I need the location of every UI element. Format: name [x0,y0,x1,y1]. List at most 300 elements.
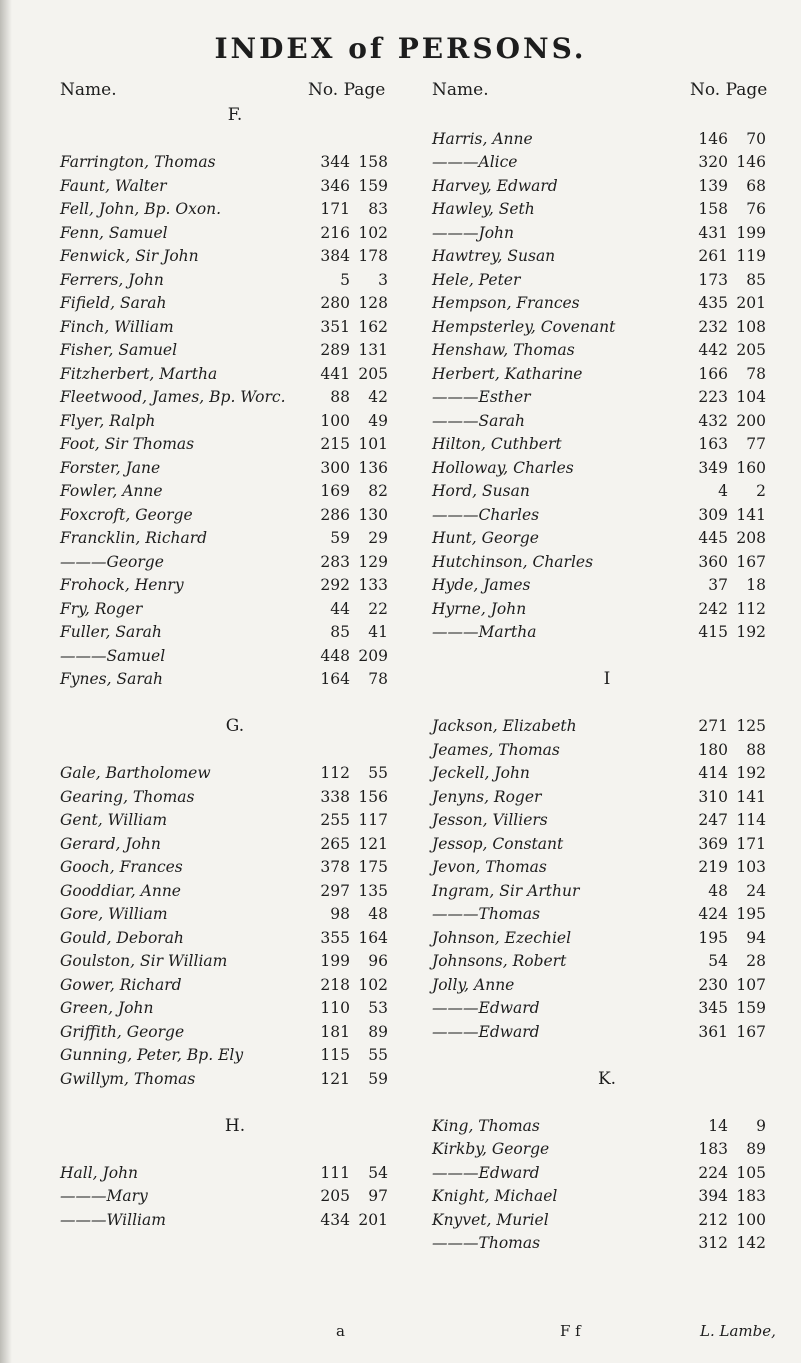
index-entry [432,410,782,434]
entry-number: 344 [320,153,350,171]
index-entry [432,833,782,857]
index-entry [432,1185,782,1209]
entry-name: ———William [60,1210,166,1229]
entry-number: 271 [698,717,728,735]
entry-name: ———Sarah [432,411,525,430]
spacer [60,128,410,152]
entry-number: 378 [320,858,350,876]
entry-page: 195 [736,905,766,923]
index-entry [60,386,410,410]
index-entry [60,433,410,457]
entry-name: Foxcroft, George [60,505,193,524]
section-letter-text: I [603,669,611,689]
entry-name: Jeames, Thomas [432,740,560,759]
entry-number: 448 [320,646,350,665]
entry-name: Jesson, Villiers [432,811,548,829]
entry-name: Kirkby, George [432,1140,550,1158]
index-entry [432,997,782,1021]
entry-page: 55 [368,1046,388,1064]
index-entry [60,504,410,528]
entry-page: 209 [358,646,388,665]
entry-page: 205 [736,341,766,359]
entry-page: 112 [736,599,766,618]
index-entry [432,1162,782,1186]
entry-page: 167 [736,1022,766,1041]
index-entry [432,1021,782,1045]
entry-name: Gooch, Frances [60,858,183,876]
index-entry [60,950,410,974]
entry-page: 76 [746,200,766,218]
index-entry [432,598,782,622]
entry-page: 70 [746,129,766,148]
entry-name: ———Martha [432,623,537,641]
entry-page: 78 [746,364,766,383]
index-entry [60,833,410,857]
index-entry [432,128,782,152]
entry-name: Knight, Michael [432,1187,558,1205]
entry-page: 205 [358,364,388,383]
entry-page: 119 [736,247,766,265]
index-entry [60,668,410,692]
entry-name: Henshaw, Thomas [432,341,575,359]
entry-page: 53 [368,999,388,1017]
entry-page: 83 [368,200,388,218]
entry-number: 289 [320,341,350,359]
index-entry [432,504,782,528]
entry-name: Ferrers, John [60,270,164,289]
entry-name: Finch, William [60,317,174,336]
spacer [60,739,410,763]
entry-page: 141 [736,787,766,806]
section-letter-text: G. [225,716,245,736]
entry-number: 338 [320,787,350,806]
entry-number: 5 [340,270,350,289]
index-entry [432,903,782,927]
entry-name: Gower, Richard [60,975,182,994]
entry-page: 18 [746,576,766,594]
index-entry [60,997,410,1021]
index-entry [432,363,782,387]
index-entry [432,786,782,810]
entry-number: 292 [320,576,350,594]
entry-page: 159 [736,999,766,1017]
entry-page: 55 [368,764,388,782]
index-entry [432,527,782,551]
index-entry [432,762,782,786]
right-name-header: Name. [432,80,489,100]
entry-name: Hunt, George [432,529,539,547]
entry-name: Hyde, James [432,576,531,594]
entry-page: 178 [358,247,388,265]
index-entry [60,880,410,904]
entry-number: 181 [320,1022,350,1041]
entry-number: 164 [320,670,350,688]
entry-name: ———Thomas [432,905,541,923]
entry-number: 349 [698,458,728,477]
entry-page: 167 [736,552,766,571]
entry-name: Hempsterley, Covenant [432,317,616,336]
entry-name: Gore, William [60,905,168,923]
entry-name: Gent, William [60,811,168,829]
section-letter [60,715,410,739]
entry-page: 97 [368,1187,388,1205]
entry-number: 110 [320,999,350,1017]
entry-number: 351 [320,317,350,336]
section-letter [432,1068,782,1092]
section-letter [60,104,410,128]
index-entry [432,245,782,269]
entry-page: 59 [368,1069,388,1088]
index-entry [60,292,410,316]
entry-page: 49 [368,411,388,430]
index-entry [432,856,782,880]
entry-page: 114 [736,811,766,829]
spacer [60,1091,410,1115]
entry-number: 115 [320,1046,350,1064]
entry-page: 142 [736,1234,766,1252]
left-index-column [60,104,410,1232]
entry-name: Hord, Susan [432,482,530,500]
entry-number: 345 [698,999,728,1017]
spacer [432,692,782,716]
entry-page: 101 [358,435,388,453]
entry-name: Hilton, Cuthbert [432,435,562,453]
index-entry [432,809,782,833]
index-entry [432,974,782,998]
entry-page: 54 [368,1163,388,1182]
entry-name: Jackson, Elizabeth [432,717,577,735]
index-entry [432,151,782,175]
index-entry [432,175,782,199]
entry-name: Fenn, Samuel [60,223,168,242]
right-nopage-header: No. Page [690,80,768,100]
entry-number: 195 [698,928,728,947]
entry-name: Fynes, Sarah [60,670,163,688]
entry-number: 158 [698,200,728,218]
entry-number: 445 [698,529,728,547]
entry-page: 9 [756,1116,766,1135]
entry-name: Hempson, Frances [432,294,580,312]
entry-name: Jevon, Thomas [432,858,547,876]
index-entry [432,621,782,645]
entry-number: 394 [698,1187,728,1205]
entry-page: 175 [358,858,388,876]
index-entry [432,433,782,457]
entry-name: King, Thomas [432,1116,540,1135]
entry-name: Fleetwood, James, Bp. Worc. [60,388,286,406]
entry-number: 139 [698,176,728,195]
entry-page: 29 [368,529,388,547]
page-binding-edge [0,0,12,1363]
entry-name: Fisher, Samuel [60,341,178,359]
index-entry [432,1115,782,1139]
spacer [432,104,782,128]
entry-number: 171 [320,200,350,218]
entry-name: Fry, Roger [60,599,143,618]
index-entry [432,339,782,363]
entry-page: 107 [736,975,766,994]
entry-page: 103 [736,858,766,876]
entry-name: Griffith, George [60,1022,185,1041]
entry-number: 310 [698,787,728,806]
index-entry [60,809,410,833]
entry-page: 104 [736,388,766,406]
index-entry [60,269,410,293]
entry-name: Holloway, Charles [432,458,574,477]
entry-name: Johnsons, Robert [432,952,567,970]
entry-page: 133 [358,576,388,594]
entry-number: 4 [718,482,728,500]
index-entry [432,1138,782,1162]
index-entry [60,786,410,810]
left-nopage-header: No. Page [308,80,386,100]
index-entry [60,245,410,269]
index-entry [432,880,782,904]
entry-page: 164 [358,928,388,947]
entry-page: 117 [358,811,388,829]
index-entry [60,621,410,645]
section-letter-text: F. [227,105,243,125]
entry-number: 442 [698,341,728,359]
entry-page: 48 [368,905,388,923]
entry-number: 216 [320,223,350,242]
index-entry [60,903,410,927]
entry-page: 159 [358,176,388,195]
index-entry [60,457,410,481]
entry-page: 22 [368,599,388,618]
index-entry [432,715,782,739]
entry-number: 85 [330,623,350,641]
entry-page: 160 [736,458,766,477]
entry-number: 261 [698,247,728,265]
index-entry [60,151,410,175]
entry-page: 96 [368,952,388,970]
entry-name: Fitzherbert, Martha [60,364,218,383]
entry-number: 98 [330,905,350,923]
entry-page: 82 [368,482,388,500]
left-name-header: Name. [60,80,117,100]
entry-page: 89 [368,1022,388,1041]
entry-number: 180 [698,740,728,759]
entry-page: 146 [736,153,766,171]
entry-name: Jolly, Anne [432,975,515,994]
spacer [60,1138,410,1162]
entry-name: Harris, Anne [432,129,533,148]
entry-number: 384 [320,247,350,265]
entry-name: ———Mary [60,1187,148,1205]
entry-number: 212 [698,1210,728,1229]
entry-page: 201 [736,294,766,312]
entry-page: 100 [736,1210,766,1229]
index-entry [432,927,782,951]
entry-page: 200 [736,411,766,430]
entry-page: 192 [736,764,766,782]
entry-number: 441 [320,364,350,383]
entry-page: 136 [358,458,388,477]
index-entry [60,574,410,598]
entry-page: 3 [378,270,388,289]
entry-name: Gale, Bartholomew [60,764,211,782]
entry-number: 48 [708,881,728,900]
folio-mark: F f [560,1322,581,1340]
entry-name: Flyer, Ralph [60,411,156,430]
entry-page: 201 [358,1210,388,1229]
entry-number: 169 [320,482,350,500]
entry-number: 300 [320,458,350,477]
entry-name: Fowler, Anne [60,482,163,500]
index-entry [432,574,782,598]
entry-number: 265 [320,834,350,853]
index-entry [60,598,410,622]
entry-name: Gunning, Peter, Bp. Ely [60,1046,244,1064]
entry-name: Jeckell, John [432,764,530,782]
entry-name: Hutchinson, Charles [432,552,594,571]
index-entry [432,1209,782,1233]
spacer [60,692,410,716]
entry-page: 24 [746,881,766,900]
entry-number: 199 [320,952,350,970]
entry-number: 100 [320,411,350,430]
entry-number: 54 [708,952,728,970]
entry-name: ———John [432,223,515,242]
entry-name: Foot, Sir Thomas [60,435,195,453]
index-entry [60,1185,410,1209]
entry-name: Harvey, Edward [432,176,558,195]
entry-page: 42 [368,388,388,406]
entry-number: 432 [698,411,728,430]
entry-name: Francklin, Richard [60,529,208,547]
index-entry [60,527,410,551]
index-entry [432,222,782,246]
entry-number: 232 [698,317,728,336]
entry-number: 280 [320,294,350,312]
entry-page: 135 [358,881,388,900]
entry-name: Gearing, Thomas [60,787,195,806]
index-entry [432,386,782,410]
entry-number: 309 [698,505,728,524]
entry-name: ———Edward [432,999,540,1017]
entry-number: 37 [708,576,728,594]
entry-page: 102 [358,223,388,242]
index-entry [60,551,410,575]
entry-page: 156 [358,787,388,806]
entry-name: Fenwick, Sir John [60,247,199,265]
entry-number: 424 [698,905,728,923]
index-entry [60,645,410,669]
index-entry [60,363,410,387]
index-entry [432,950,782,974]
entry-page: 102 [358,975,388,994]
entry-number: 286 [320,505,350,524]
entry-name: Gooddiar, Anne [60,881,181,900]
entry-number: 247 [698,811,728,829]
index-entry [60,856,410,880]
entry-name: Gould, Deborah [60,928,184,947]
index-entry [60,339,410,363]
entry-name: Johnson, Ezechiel [432,928,572,947]
index-entry [60,1209,410,1233]
entry-number: 111 [320,1163,350,1182]
entry-name: ———Alice [432,153,518,171]
entry-name: Ingram, Sir Arthur [432,881,580,900]
entry-number: 219 [698,858,728,876]
entry-page: 128 [358,294,388,312]
entry-page: 208 [736,529,766,547]
index-entry [432,480,782,504]
spacer [432,645,782,669]
entry-page: 41 [368,623,388,641]
index-entry [60,1162,410,1186]
index-entry [432,316,782,340]
entry-name: ———Edward [432,1163,540,1182]
entry-name: Hawtrey, Susan [432,247,556,265]
index-entry [432,739,782,763]
entry-number: 297 [320,881,350,900]
entry-name: Goulston, Sir William [60,952,228,970]
index-entry [60,410,410,434]
entry-page: 85 [746,270,766,289]
entry-number: 414 [698,764,728,782]
index-entry [432,292,782,316]
entry-number: 166 [698,364,728,383]
entry-page: 88 [746,740,766,759]
entry-page: 158 [358,153,388,171]
entry-number: 355 [320,928,350,947]
spacer [432,1091,782,1115]
entry-number: 346 [320,176,350,195]
entry-page: 131 [358,341,388,359]
entry-number: 415 [698,623,728,641]
entry-number: 312 [698,1234,728,1252]
entry-name: ———Thomas [432,1234,541,1252]
index-entry [60,316,410,340]
index-entry [60,480,410,504]
entry-page: 68 [746,176,766,195]
entry-page: 105 [736,1163,766,1182]
entry-name: Fell, John, Bp. Oxon. [60,200,222,218]
signature-mark: a [336,1322,345,1340]
entry-number: 121 [320,1069,350,1088]
entry-number: 112 [320,764,350,782]
entry-number: 320 [698,153,728,171]
index-entry [60,927,410,951]
entry-name: ———Samuel [60,646,166,665]
entry-name: Frohock, Henry [60,576,184,594]
entry-name: Farrington, Thomas [60,153,216,171]
index-entry [60,762,410,786]
entry-name: ———Edward [432,1022,540,1041]
entry-number: 163 [698,435,728,453]
entry-number: 255 [320,811,350,829]
entry-name: Hele, Peter [432,270,521,289]
entry-name: Fifield, Sarah [60,294,167,312]
entry-name: Forster, Jane [60,458,161,477]
section-letter-text: K. [597,1068,617,1089]
entry-number: 224 [698,1163,728,1182]
entry-name: ———Esther [432,388,531,406]
entry-number: 431 [698,223,728,242]
index-entry [60,1021,410,1045]
entry-name: Jessop, Constant [432,834,564,853]
entry-number: 14 [708,1116,728,1135]
entry-page: 183 [736,1187,766,1205]
entry-name: Hawley, Seth [432,200,535,218]
section-letter [60,1115,410,1139]
entry-page: 78 [368,670,388,688]
entry-number: 215 [320,435,350,453]
index-entry [60,974,410,998]
entry-number: 146 [698,129,728,148]
